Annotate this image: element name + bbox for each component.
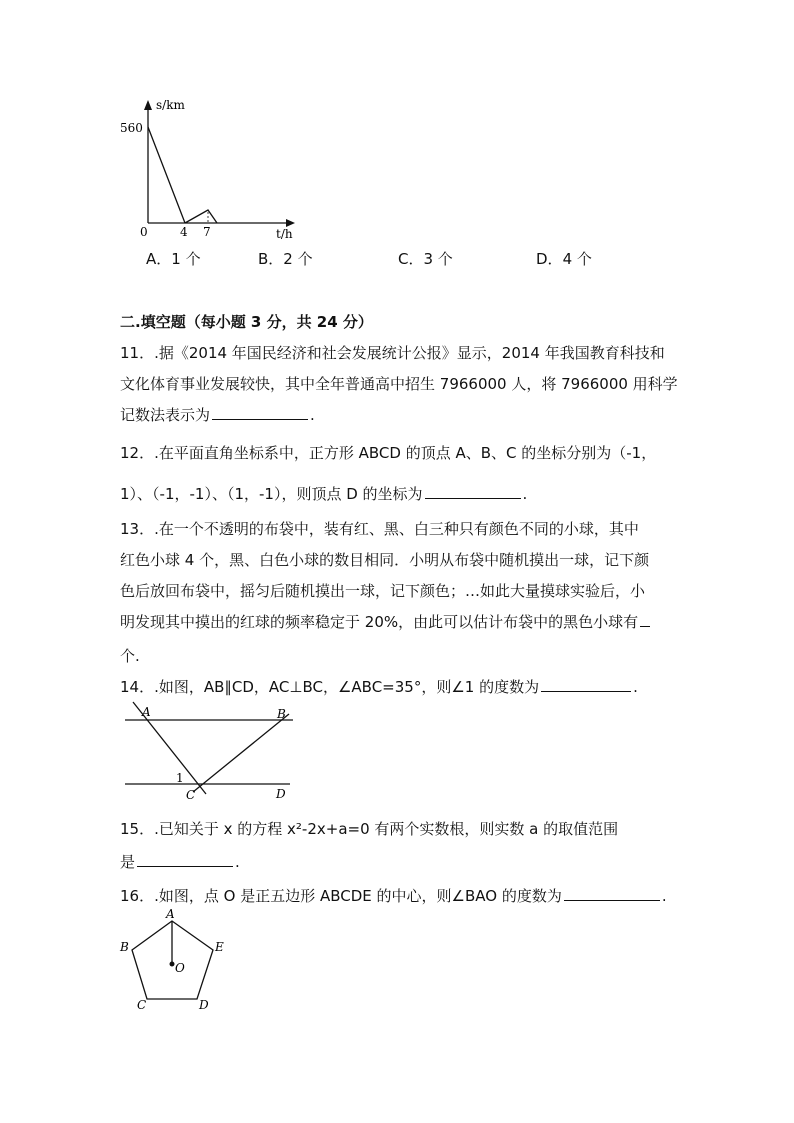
y-tick-label: 560 xyxy=(120,121,143,135)
option-b-letter: B． xyxy=(258,250,284,268)
center-o-label: O xyxy=(175,961,185,975)
q16-answer-blank[interactable] xyxy=(564,886,660,901)
q16-period: . xyxy=(661,887,667,905)
vertex-b-label: B xyxy=(120,940,129,954)
vertex-a-label: A xyxy=(166,907,175,921)
section-title: 二.填空题（每小题 3 分，共 24 分） xyxy=(120,313,373,331)
line-bc xyxy=(193,714,289,792)
q13-line3: 色后放回布袋中，摇匀后随机摸出一球，记下颜色；…如此大量摸球实验后，小 xyxy=(120,582,646,600)
q13-line5: 个. xyxy=(120,647,140,665)
q11-answer-blank[interactable] xyxy=(212,405,308,420)
q16-line1-text: 16．.如图，点 O 是正五边形 ABCDE 的中心，则∠BAO 的度数为 xyxy=(120,887,562,905)
q13-line2: 红色小球 4 个，黑、白色小球的数目相同．小明从布袋中随机摸出一球，记下颜 xyxy=(120,551,650,569)
q13-answer-blank[interactable] xyxy=(640,612,650,627)
q11-line3-text: 记数法表示为 xyxy=(120,406,211,424)
point-b-label: B xyxy=(277,707,286,721)
vertex-c-label: C xyxy=(137,998,147,1012)
q11-line2: 文化体育事业发展较快，其中全年普通高中招生 7966000 人，将 7966000 用科学 xyxy=(120,375,678,393)
graph-segment-2 xyxy=(185,210,217,223)
distance-time-graph xyxy=(110,92,310,242)
x-axis-arrow xyxy=(286,219,295,227)
option-b-text: 2 个 xyxy=(283,250,313,268)
vertex-d-label: D xyxy=(199,998,209,1012)
option-a-letter: A． xyxy=(146,250,172,268)
q14-period: . xyxy=(633,678,638,696)
q16-pentagon-figure xyxy=(115,905,235,1015)
y-axis-arrow xyxy=(144,100,152,110)
q15-period: . xyxy=(235,853,240,871)
q15-line2 xyxy=(120,851,240,872)
q11-line1: 11．.据《2014 年国民经济和社会发展统计公报》显示，2014 年我国教育科技和 xyxy=(120,344,665,362)
vertex-e-label: E xyxy=(215,940,224,954)
q12-line1: 12．.在平面直角坐标系中，正方形 ABCD 的顶点 A、B、C 的坐标分别为（-1， xyxy=(120,444,657,462)
q14-line1-text: 14．.如图，AB∥CD，AC⊥BC，∠ABC=35°，则∠1 的度数为 xyxy=(120,678,540,696)
q14-figure xyxy=(115,700,305,806)
q15-answer-blank[interactable] xyxy=(137,852,233,867)
point-d-label: D xyxy=(276,787,286,801)
option-c-text: 3 个 xyxy=(423,250,453,268)
q13-line4-text: 明发现其中摸出的红球的频率稳定于 20%，由此可以估计布袋中的黑色小球有 xyxy=(120,613,639,631)
q15-line1: 15．.已知关于 x 的方程 x²-2x+a=0 有两个实数根，则实数 a 的取值范围 xyxy=(120,820,619,838)
q12-line2 xyxy=(120,483,527,504)
center-point xyxy=(170,962,175,967)
option-d xyxy=(536,248,592,269)
origin-label: 0 xyxy=(140,225,148,239)
angle-1-label: 1 xyxy=(176,771,184,785)
point-a-label: A xyxy=(142,705,151,719)
option-d-letter: D． xyxy=(536,250,563,268)
q13-line4 xyxy=(120,611,652,632)
option-d-text: 4 个 xyxy=(562,250,592,268)
option-b xyxy=(258,248,313,269)
x-tick-label-7: 7 xyxy=(203,225,211,239)
option-c xyxy=(398,248,453,269)
q14-line1 xyxy=(120,676,638,697)
option-a xyxy=(146,248,201,269)
option-c-letter: C． xyxy=(398,250,424,268)
q14-answer-blank[interactable] xyxy=(541,677,631,692)
point-c-label: C xyxy=(186,788,196,802)
q15-line2-text: 是 xyxy=(120,853,136,871)
option-a-text: 1 个 xyxy=(171,250,201,268)
q16-line1 xyxy=(120,885,667,906)
q12-answer-blank[interactable] xyxy=(425,484,521,499)
q13-line1: 13．.在一个不透明的布袋中，装有红、黑、白三种只有颜色不同的小球，其中 xyxy=(120,520,639,538)
y-axis-label: s/km xyxy=(156,98,185,112)
q12-period: . xyxy=(522,485,528,503)
graph-segment-1 xyxy=(148,127,185,223)
q11-line3 xyxy=(120,404,315,425)
x-axis-label: t/h xyxy=(276,227,293,241)
q12-line2-text: 1）、（-1，-1）、（1，-1），则顶点 D 的坐标为 xyxy=(120,485,423,503)
x-tick-label-4: 4 xyxy=(180,225,188,239)
q11-period: . xyxy=(310,406,315,424)
